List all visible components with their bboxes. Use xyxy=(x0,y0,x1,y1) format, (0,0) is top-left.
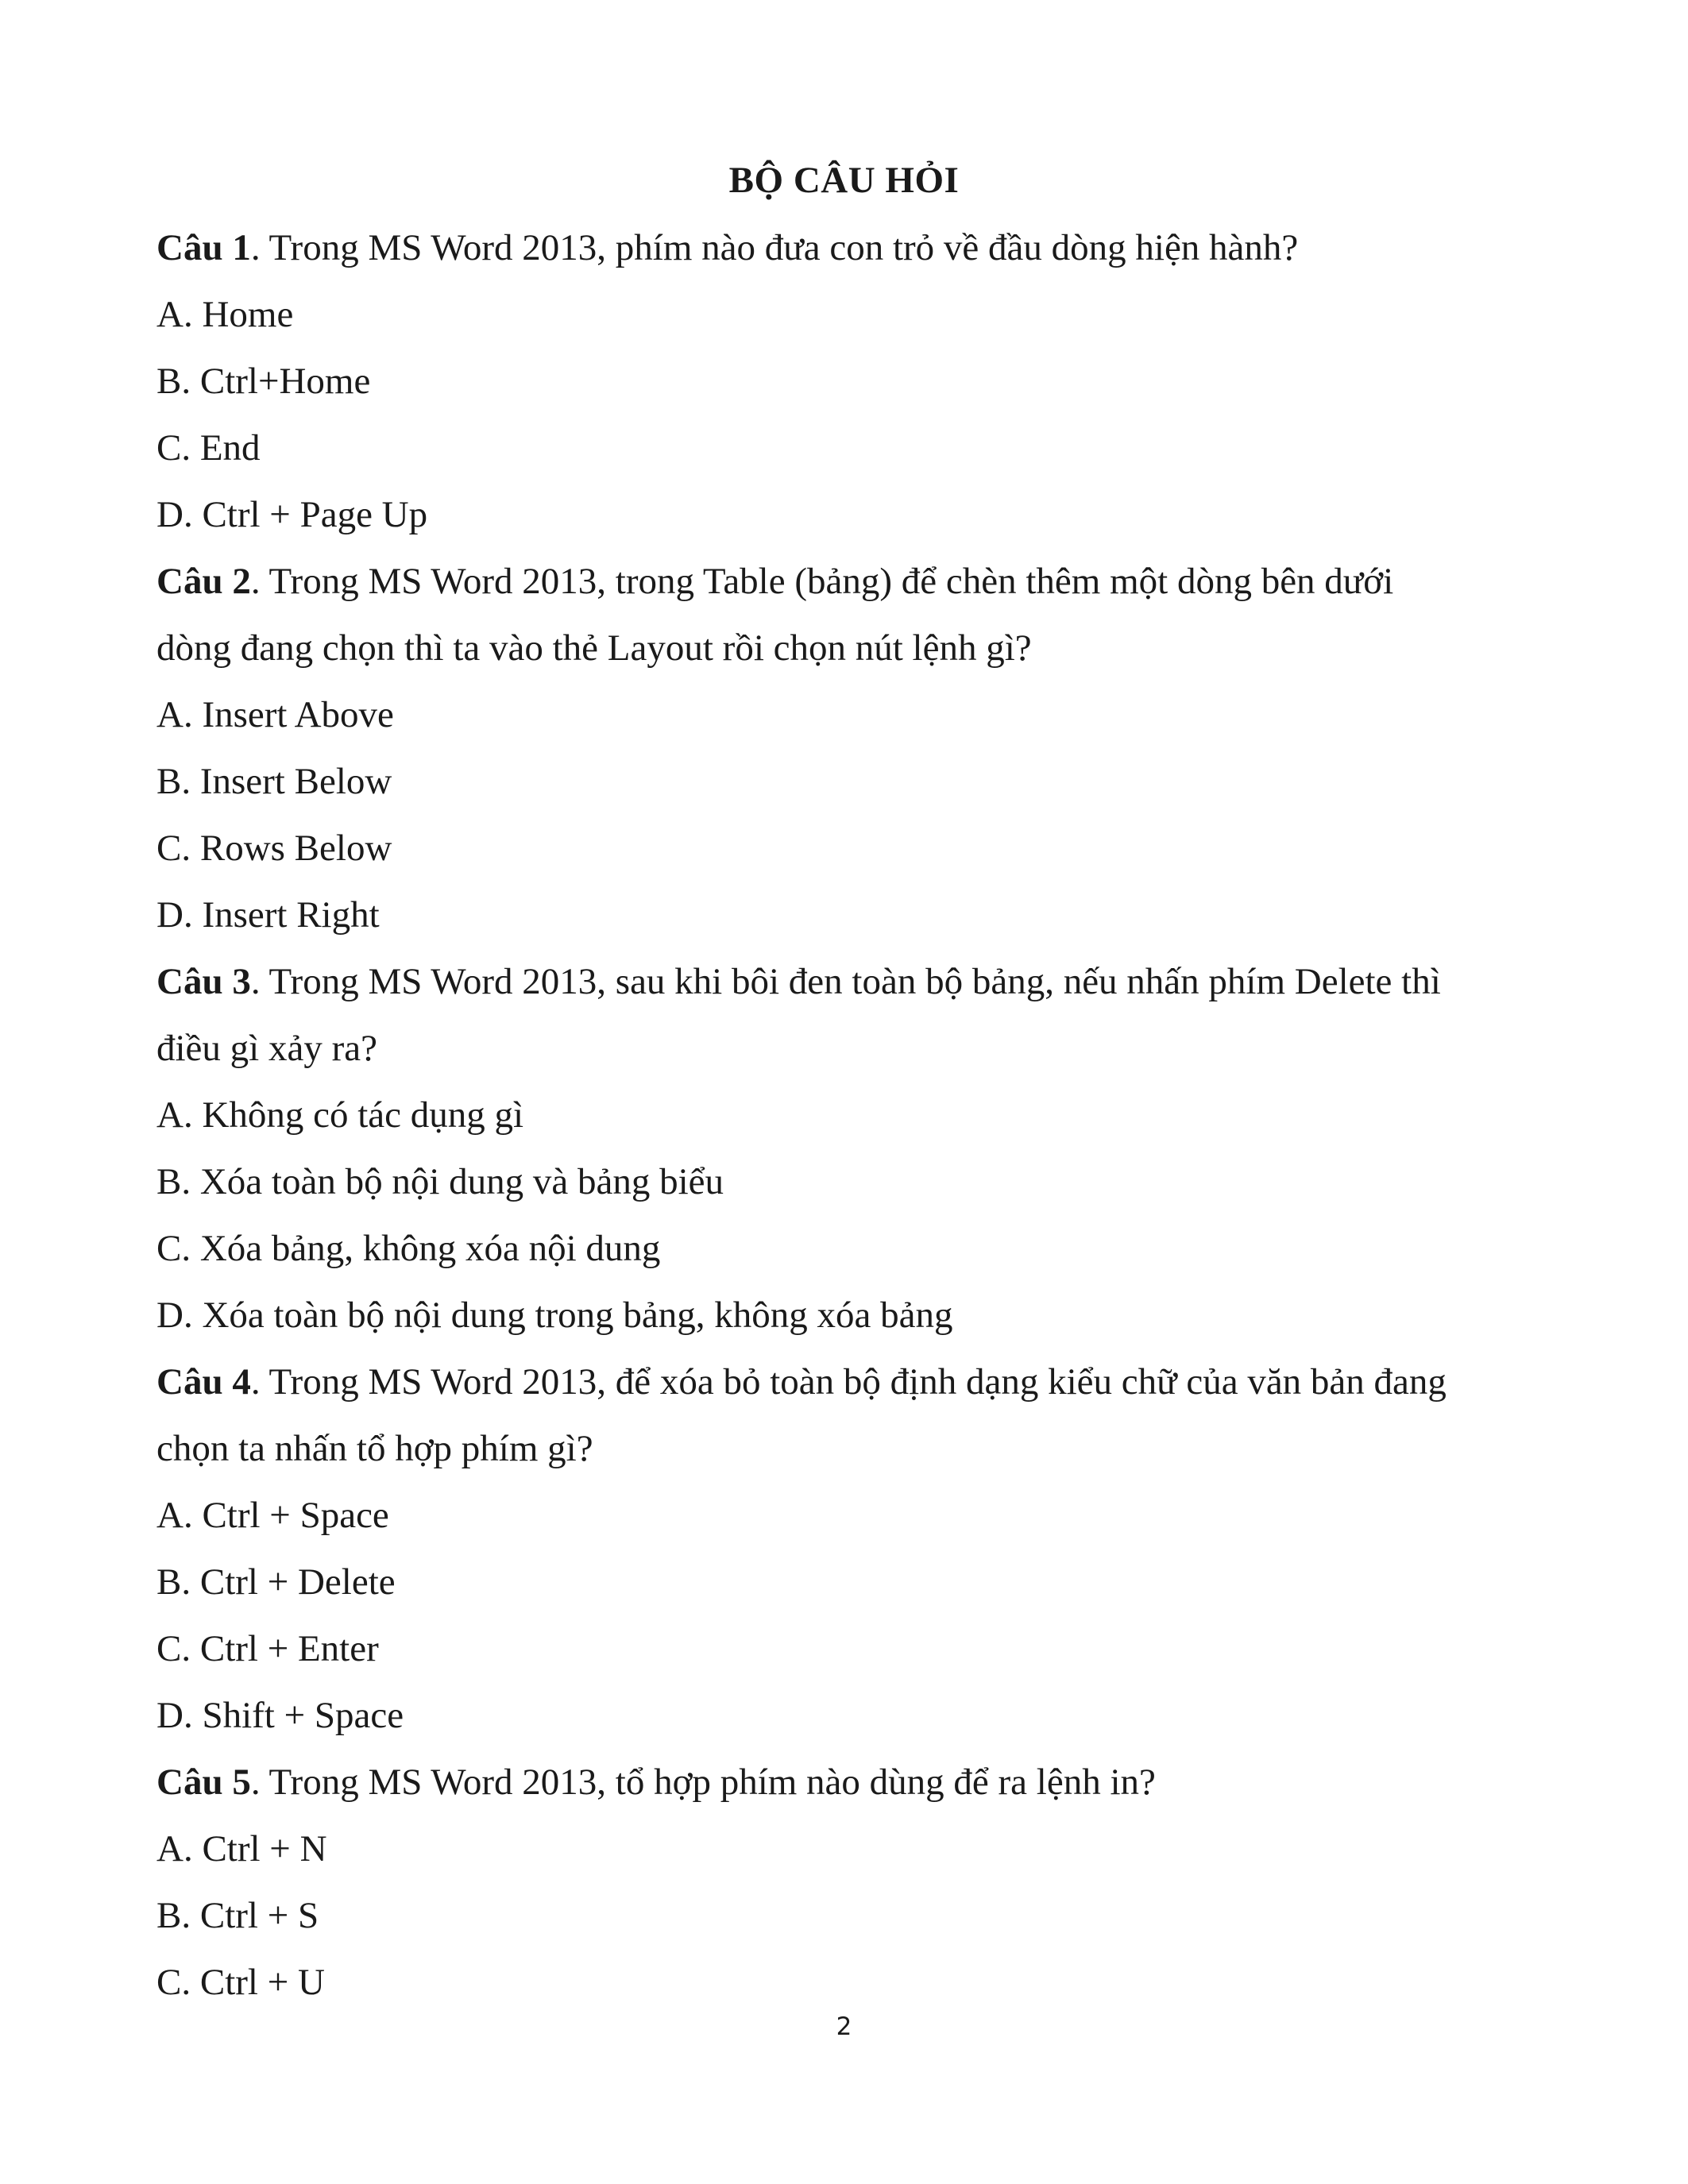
answer-option-d: D. Insert Right xyxy=(156,894,380,936)
question-5 xyxy=(156,1749,1539,2016)
question-list xyxy=(156,214,1539,2016)
answer-option-b: B. Ctrl + S xyxy=(156,1895,319,1936)
question-3 xyxy=(156,948,1539,1349)
question-text-continued: điều gì xảy ra? xyxy=(156,1028,377,1069)
question-stem xyxy=(156,548,1539,615)
question-stem xyxy=(156,1749,1539,1815)
answer-option-c: C. End xyxy=(156,427,261,469)
answer-option-a: A. Không có tác dụng gì xyxy=(156,1094,524,1136)
answer-option-d: D. Xóa toàn bộ nội dung trong bảng, không xóa bảng xyxy=(156,1295,953,1336)
question-1 xyxy=(156,214,1539,548)
document-title: BỘ CÂU HỎI xyxy=(728,160,960,201)
answer-option-b: B. Xóa toàn bộ nội dung và bảng biểu xyxy=(156,1161,724,1202)
answer-option-b: B. Ctrl+Home xyxy=(156,361,371,402)
answer-option-c: C. Ctrl + Enter xyxy=(156,1628,379,1669)
answer-option-c: C. Xóa bảng, không xóa nội dung xyxy=(156,1228,661,1269)
answer-option-a: A. Ctrl + Space xyxy=(156,1495,389,1536)
answer-option-b: B. Ctrl + Delete xyxy=(156,1561,396,1603)
answer-option-b: B. Insert Below xyxy=(156,761,392,802)
question-text: . Trong MS Word 2013, phím nào đưa con trỏ về đầu dòng hiện hành? xyxy=(250,227,1299,268)
answer-option-c: C. Ctrl + U xyxy=(156,1962,325,2003)
question-text-continued: chọn ta nhấn tổ hợp phím gì? xyxy=(156,1428,593,1469)
question-stem xyxy=(156,1349,1539,1415)
question-label: Câu 1 xyxy=(156,227,251,268)
question-text: . Trong MS Word 2013, tổ hợp phím nào dùng để ra lệnh in? xyxy=(250,1761,1156,1803)
answer-option-a: A. Home xyxy=(156,294,294,335)
question-stem xyxy=(156,214,1539,281)
question-label: Câu 2 xyxy=(156,561,251,602)
question-2 xyxy=(156,548,1539,948)
page-number: 2 xyxy=(836,2012,852,2041)
answer-option-a: A. Insert Above xyxy=(156,694,394,735)
question-text: . Trong MS Word 2013, trong Table (bảng) để chèn thêm một dòng bên dưới xyxy=(250,561,1394,602)
answer-option-a: A. Ctrl + N xyxy=(156,1828,327,1870)
question-text-continued: dòng đang chọn thì ta vào thẻ Layout rồi chọn nút lệnh gì? xyxy=(156,627,1032,669)
question-text: . Trong MS Word 2013, sau khi bôi đen toàn bộ bảng, nếu nhấn phím Delete thì xyxy=(250,961,1441,1002)
question-label: Câu 3 xyxy=(156,961,251,1002)
answer-option-d: D. Ctrl + Page Up xyxy=(156,494,428,535)
question-text: . Trong MS Word 2013, để xóa bỏ toàn bộ định dạng kiểu chữ của văn bản đang xyxy=(250,1361,1447,1403)
question-stem xyxy=(156,948,1539,1015)
question-4 xyxy=(156,1349,1539,1749)
question-label: Câu 4 xyxy=(156,1361,251,1403)
answer-option-d: D. Shift + Space xyxy=(156,1695,404,1736)
answer-option-c: C. Rows Below xyxy=(156,828,392,869)
question-label: Câu 5 xyxy=(156,1761,251,1803)
